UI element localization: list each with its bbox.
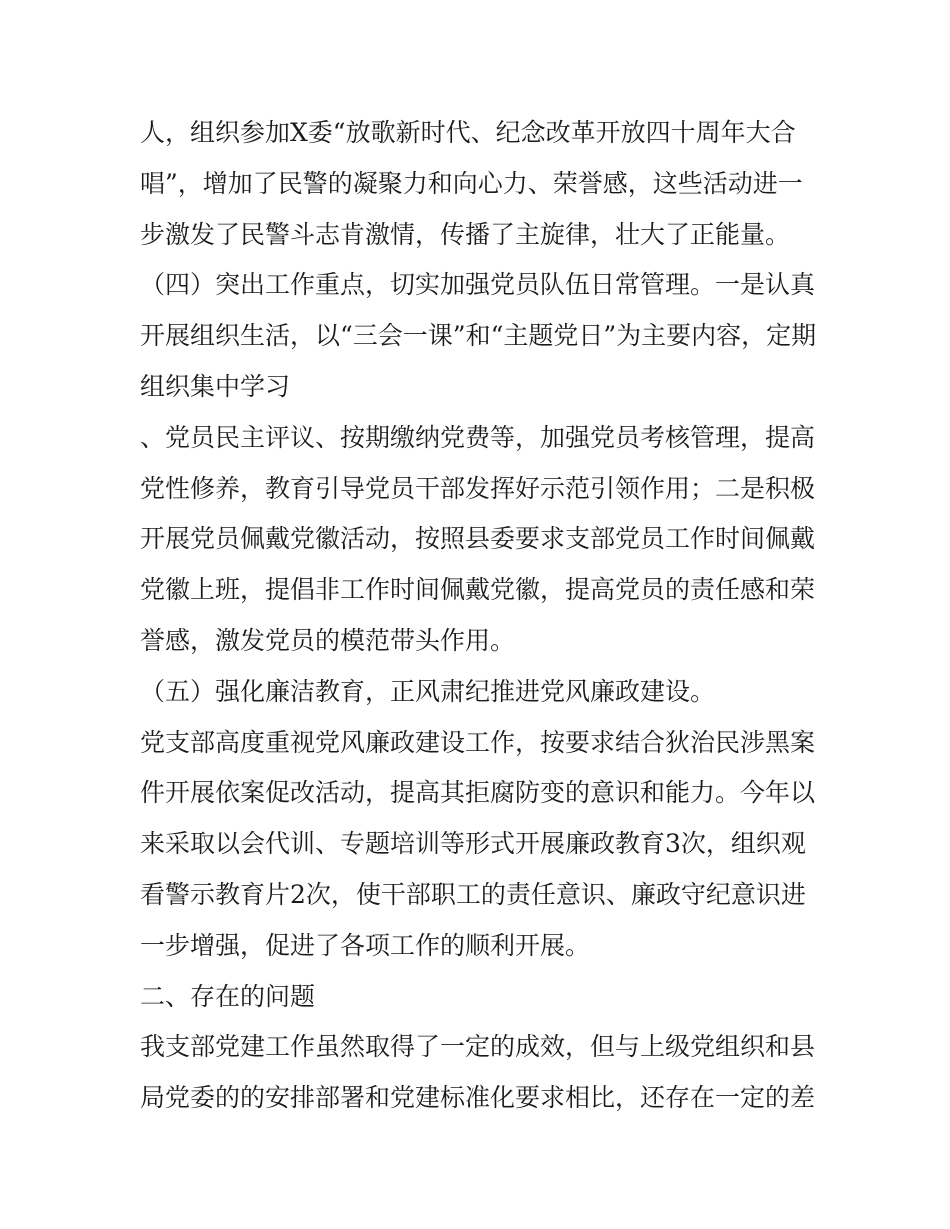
text-line: 唱”，增加了民警的凝聚力和向心力、荣誉感，这些活动进一 <box>140 168 803 198</box>
text-line: 件开展依案促改活动，提高其拒腐防变的意识和能力。今年以 <box>140 778 816 808</box>
text-line: 党支部高度重视党风廉政建设工作，按要求结合狄治民涉黑案 <box>140 727 816 757</box>
section-heading-four: （四）突出工作重点，切实加强党员队伍日常管理。一是认真 <box>140 270 816 300</box>
text-line: 我支部党建工作虽然取得了一定的成效，但与上级党组织和县 <box>140 1032 816 1062</box>
text-line: 局党委的的安排部署和党建标准化要求相比，还存在一定的差 <box>140 1083 816 1113</box>
text-line: 人，组织参加X委“放歌新时代、纪念改革开放四十周年大合 <box>140 118 796 147</box>
text-line: 来采取以会代训、专题培训等形式开展廉政教育3次，组织观 <box>140 829 806 859</box>
text-line: 步激发了民警斗志肯激情，传播了主旋律，壮大了正能量。 <box>140 219 791 249</box>
text-line: 誉感，激发党员的模范带头作用。 <box>140 625 516 655</box>
section-heading-problems: 二、存在的问题 <box>140 981 316 1011</box>
document-body <box>140 108 820 1124</box>
text-line: 一步增强，促进了各项工作的顺利开展。 <box>140 930 591 960</box>
section-heading-five: （五）强化廉洁教育，正风肃纪推进党风廉政建设。 <box>140 676 716 706</box>
text-line: 开展党员佩戴党徽活动，按照县委要求支部党员工作时间佩戴 <box>140 524 816 554</box>
text-line: 党性修养，教育引导党员干部发挥好示范引领作用；二是积极 <box>140 473 816 503</box>
text-line: 开展组织生活，以“三会一课”和“主题党日”为主要内容，定期 <box>140 321 817 351</box>
text-line: 党徽上班，提倡非工作时间佩戴党徽，提高党员的责任感和荣 <box>140 575 816 605</box>
text-line: 看警示教育片2次，使干部职工的责任意识、廉政守纪意识进 <box>140 879 806 909</box>
text-line: 、党员民主评议、按期缴纳党费等，加强党员考核管理，提高 <box>140 422 816 452</box>
text-line: 组织集中学习 <box>140 371 291 401</box>
